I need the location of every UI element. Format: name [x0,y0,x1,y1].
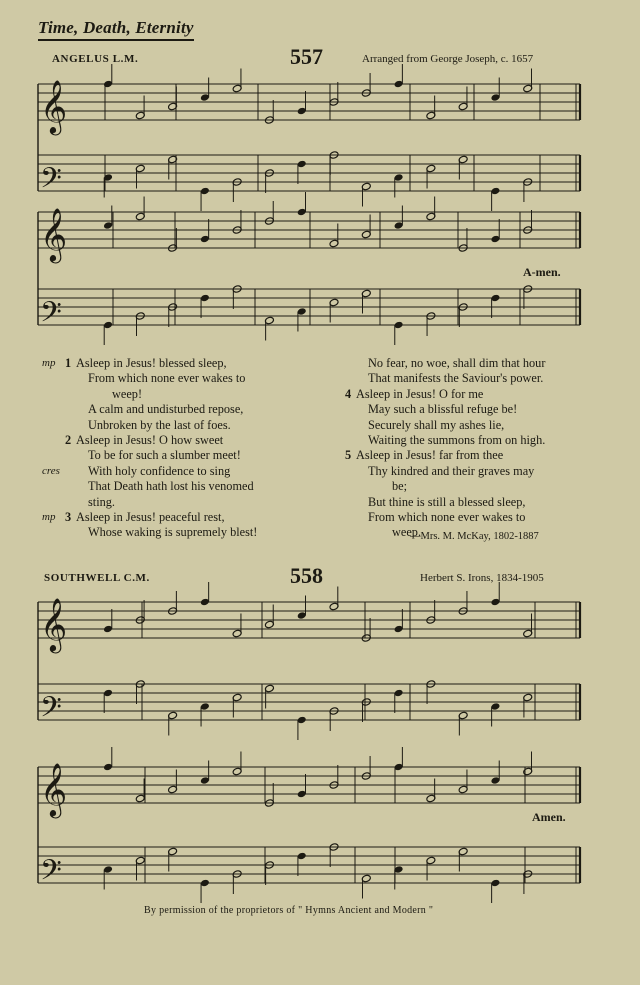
dynamic-marking: mp [42,511,56,524]
verse-text: Asleep in Jesus! blessed sleep, [76,356,227,370]
dynamic-marking: mp [42,357,56,369]
hymn-558-amen: Amen. [532,810,566,824]
clef-glyph: 𝄢 [40,854,62,894]
verse-line [356,479,545,494]
verse-text: But thine is still a blessed sleep, [368,494,526,509]
section-title: Time, Death, Eternity [38,18,194,41]
hymn-558-tune-name: SOUTHWELL C.M. [44,572,150,584]
verse-text: sting. [88,494,115,509]
verse-text: From which none ever wakes to [368,510,526,525]
clef-glyph: 𝄢 [40,691,62,731]
hymn-557-credit: Arranged from George Joseph, c. 1657 [362,53,534,65]
verse-line [65,433,257,448]
clef-glyph: 𝄢 [40,162,62,202]
verse-line [42,356,257,371]
verse-text: Whose waking is supremely blest! [88,525,258,540]
verse-text: That Death hath lost his venomed [88,479,254,494]
verse-line [76,418,257,433]
clef-glyph: 𝄞 [40,762,68,816]
verse-line [356,402,545,417]
verse-number: 5 [345,448,352,463]
verse-line [356,433,545,448]
verse-text: A calm and undisturbed repose, [88,402,244,417]
verses-left-column [42,356,258,541]
hymn-558-credit: Herbert S. Irons, 1834-1905 [420,572,544,584]
hymn-557-attribution: —Mrs. M. McKay, 1802-1887 [410,531,539,542]
verse-text: Asleep in Jesus! O how sweet [76,433,224,448]
verse-text: Asleep in Jesus! O for me [356,386,484,401]
verse-text: With holy confidence to sing [88,463,231,478]
verse-line [42,510,257,525]
hymn-557-amen: A-men. [523,265,561,279]
clef-glyph: 𝄢 [40,296,62,336]
verse-line [356,510,545,525]
verse-line [76,402,257,417]
hymn-558-number: 558 [290,563,323,588]
verse-line [356,464,545,479]
verse-text: Asleep in Jesus! peaceful rest, [76,510,225,525]
clef-glyph: 𝄞 [40,79,68,133]
verse-text: Unbroken by the last of foes. [88,417,231,432]
verse-text: May such a blissful refuge be! [368,402,518,417]
verse-line [76,387,257,402]
verse-number: 1 [65,356,72,370]
verse-text: Thy kindred and their graves may [368,463,535,478]
verse-number: 4 [345,386,352,401]
clef-glyph: 𝄞 [40,597,68,651]
verse-text: To be for such a slumber meet! [88,448,241,463]
verse-line [76,448,257,463]
verse-text: Asleep in Jesus! far from thee [356,448,504,463]
verse-line [76,479,257,494]
hymn-557-tune-name: ANGELUS L.M. [52,53,139,65]
hymn-557-number: 557 [290,44,323,69]
verse-text: That manifests the Saviour's power. [368,371,544,386]
verse-line [345,386,545,402]
permission-footer: By permission of the proprietors of " Hymns Ancient and Modern " [144,905,434,916]
clef-glyph: 𝄞 [40,207,68,261]
verse-line [356,495,545,510]
verse-text: From which none ever wakes to [88,371,246,386]
verse-line [76,371,257,386]
dynamic-marking: cres [42,464,60,477]
verse-number: 3 [65,510,72,525]
verse-text: weep! [112,386,143,401]
verse-line [76,525,257,540]
verse-text: be; [392,479,408,494]
verse-line [345,448,545,463]
verse-text: Waiting the summons from on high. [368,433,546,448]
verse-line [356,371,545,386]
verse-line [356,418,545,433]
verse-number: 2 [65,433,72,448]
verse-text: Securely shall my ashes lie, [368,417,505,432]
verses-right-column [345,356,546,541]
verse-line [76,495,257,510]
verse-line [356,356,545,371]
verse-line [42,463,257,479]
verse-text: weep. [392,525,422,540]
verse-text: No fear, no woe, shall dim that hour [368,356,546,370]
